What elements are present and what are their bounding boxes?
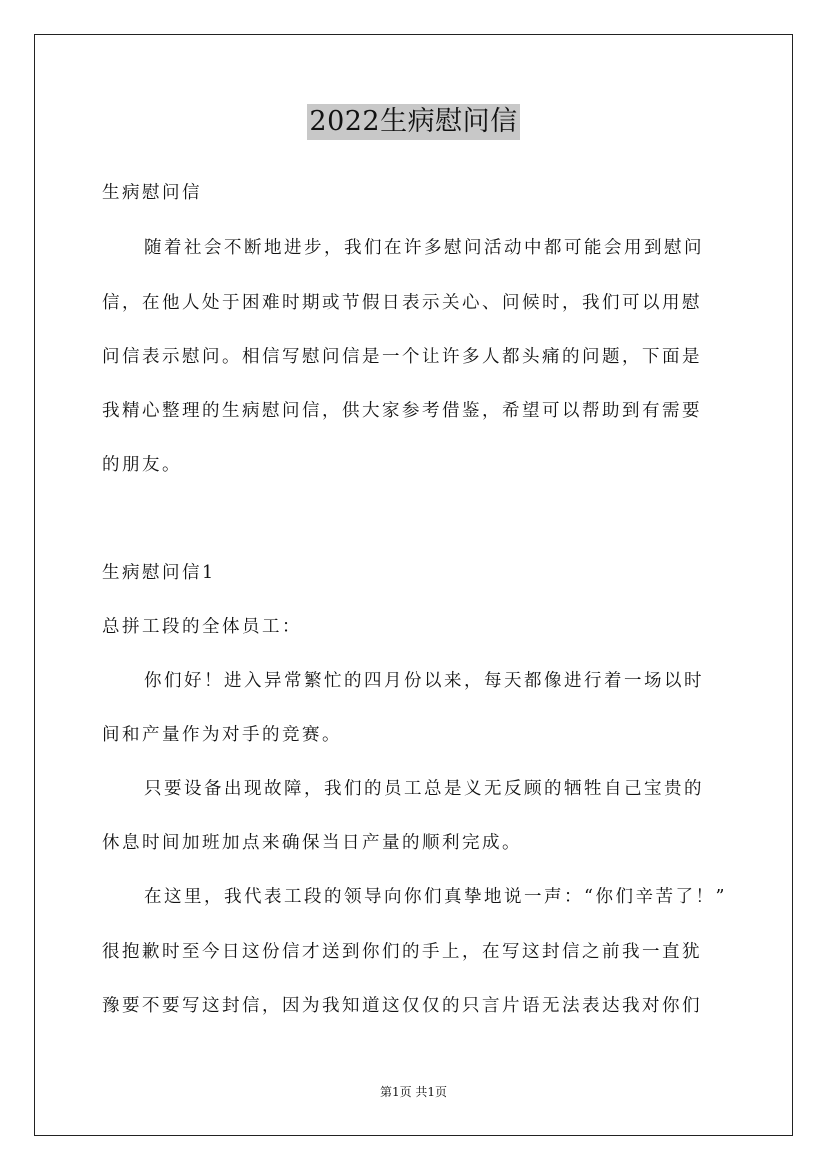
intro-line-4: 我精心整理的生病慰问信，供大家参考借鉴，希望可以帮助到有需要 — [102, 401, 702, 421]
intro-line-1: 随着社会不断地进步，我们在许多慰问活动中都可能会用到慰问 — [144, 238, 704, 258]
document-title: 2022生病慰问信 — [307, 104, 519, 140]
body-line-2: 间和产量作为对手的竞赛。 — [102, 725, 342, 745]
body-line-7: 豫要不要写这封信，因为我知道这仅仅的只言片语无法表达我对你们 — [102, 996, 702, 1016]
intro-line-3: 问信表示慰问。相信写慰问信是一个让许多人都头痛的问题，下面是 — [102, 347, 702, 367]
intro-line-5: 的朋友。 — [102, 455, 182, 475]
title-container — [0, 104, 827, 140]
letter-title: 生病慰问信1 — [102, 563, 216, 583]
body-line-1: 你们好！进入异常繁忙的四月份以来，每天都像进行着一场以时 — [144, 671, 704, 691]
body-line-4: 休息时间加班加点来确保当日产量的顺利完成。 — [102, 833, 522, 853]
body-line-3: 只要设备出现故障，我们的员工总是义无反顾的牺牲自己宝贵的 — [144, 779, 704, 799]
intro-line-2: 信，在他人处于困难时期或节假日表示关心、问候时，我们可以用慰 — [102, 293, 702, 313]
body-line-5: 在这里，我代表工段的领导向你们真挚地说一声：“你们辛苦了！” — [144, 887, 727, 907]
body-line-6: 很抱歉时至今日这份信才送到你们的手上，在写这封信之前我一直犹 — [102, 942, 702, 962]
section-heading: 生病慰问信 — [102, 183, 202, 203]
salutation: 总拼工段的全体员工： — [102, 617, 302, 637]
page-number: 第1页 共1页 — [379, 1085, 448, 1099]
